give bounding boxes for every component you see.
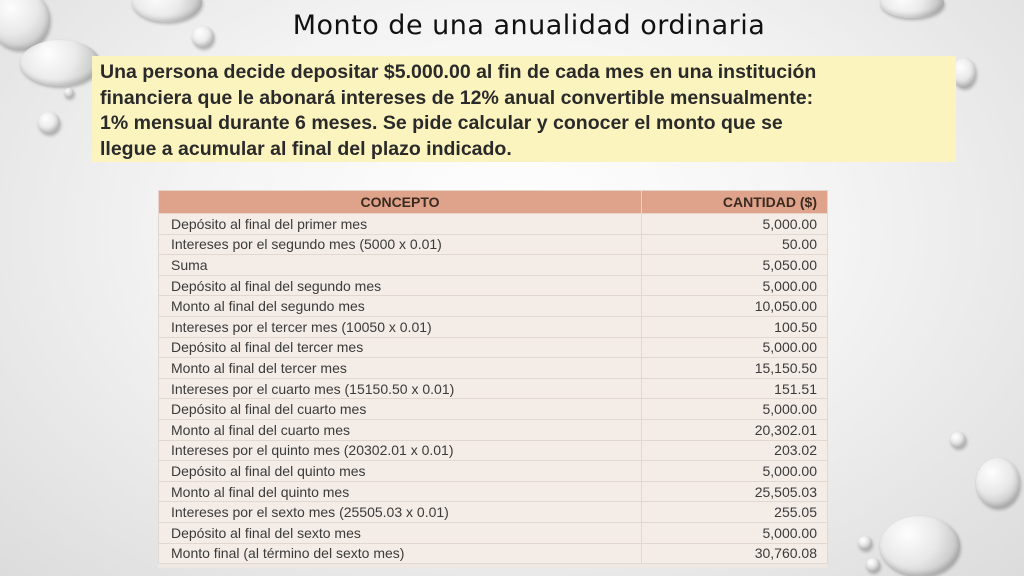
table-row	[159, 502, 828, 523]
amount-cell: 20,302.01	[642, 419, 828, 440]
concept-cell: Depósito al final del cuarto mes	[159, 399, 642, 420]
amount-cell: 255.05	[642, 502, 828, 523]
problem-statement	[92, 56, 956, 162]
column-header-cantidad: CANTIDAD ($)	[642, 191, 828, 214]
table-row	[159, 255, 828, 276]
concept-cell: Depósito al final del segundo mes	[159, 275, 642, 296]
concept-cell: Intereses por el segundo mes (5000 x 0.01)	[159, 234, 642, 255]
water-drop-decoration	[950, 432, 966, 448]
problem-line: Una persona decide depositar $5.000.00 al fin de cada mes en una institución	[100, 61, 817, 83]
amount-cell: 100.50	[642, 316, 828, 337]
amount-cell: 15,150.50	[642, 358, 828, 379]
concept-cell: Monto al final del quinto mes	[159, 481, 642, 502]
table-row	[159, 214, 828, 235]
concept-cell: Intereses por el quinto mes (20302.01 x 0.01)	[159, 440, 642, 461]
table-row	[159, 378, 828, 399]
amount-cell: 25,505.03	[642, 481, 828, 502]
amount-cell: 5,000.00	[642, 275, 828, 296]
concept-cell: Depósito al final del sexto mes	[159, 522, 642, 543]
table-row	[159, 481, 828, 502]
concept-cell: Monto al final del segundo mes	[159, 296, 642, 317]
concept-cell: Depósito al final del tercer mes	[159, 337, 642, 358]
concept-cell: Depósito al final del quinto mes	[159, 461, 642, 482]
amount-cell: 203.02	[642, 440, 828, 461]
table-row	[159, 399, 828, 420]
table-row	[159, 275, 828, 296]
table-row	[159, 440, 828, 461]
concept-cell: Monto al final del cuarto mes	[159, 419, 642, 440]
problem-line: llegue a acumular al final del plazo indicado.	[100, 137, 512, 160]
concept-cell: Intereses por el sexto mes (25505.03 x 0.01)	[159, 502, 642, 523]
annuity-table	[158, 190, 828, 568]
concept-cell: Monto final (al término del sexto mes)	[159, 543, 642, 564]
table-header-row	[159, 191, 828, 214]
water-drop-decoration	[976, 458, 1020, 508]
table-row	[159, 234, 828, 255]
table-row	[159, 461, 828, 482]
amount-cell: 5,050.00	[642, 255, 828, 276]
amount-cell: 5,000.00	[642, 461, 828, 482]
table-row	[159, 543, 828, 564]
problem-line: 1% mensual durante 6 meses. Se pide calcular y conocer el monto que se	[100, 112, 783, 134]
concept-cell: Depósito al final del primer mes	[159, 214, 642, 235]
column-header-concepto: CONCEPTO	[159, 191, 642, 214]
water-drop-decoration	[20, 40, 100, 86]
amount-cell: 50.00	[642, 234, 828, 255]
amount-cell: 5,000.00	[642, 214, 828, 235]
water-drop-decoration	[880, 516, 960, 576]
water-drop-decoration	[858, 536, 872, 550]
water-drop-decoration	[38, 112, 60, 134]
amount-cell: 10,050.00	[642, 296, 828, 317]
data-table	[158, 190, 828, 564]
table-row	[159, 316, 828, 337]
problem-line: financiera que le abonará intereses de 12% anual convertible mensualmente:	[100, 86, 814, 109]
amount-cell: 30,760.08	[642, 543, 828, 564]
table-row	[159, 419, 828, 440]
amount-cell: 5,000.00	[642, 399, 828, 420]
concept-cell: Suma	[159, 255, 642, 276]
concept-cell: Intereses por el tercer mes (10050 x 0.01)	[159, 316, 642, 337]
amount-cell: 5,000.00	[642, 337, 828, 358]
table-row	[159, 296, 828, 317]
table-row	[159, 337, 828, 358]
water-drop-decoration	[866, 558, 880, 572]
table-row	[159, 522, 828, 543]
water-drop-decoration	[64, 88, 74, 98]
table-row	[159, 358, 828, 379]
amount-cell: 151.51	[642, 378, 828, 399]
page-title: Monto de una anualidad ordinaria	[292, 10, 766, 41]
concept-cell: Intereses por el cuarto mes (15150.50 x 0.01)	[159, 378, 642, 399]
concept-cell: Monto al final del tercer mes	[159, 358, 642, 379]
amount-cell: 5,000.00	[642, 522, 828, 543]
